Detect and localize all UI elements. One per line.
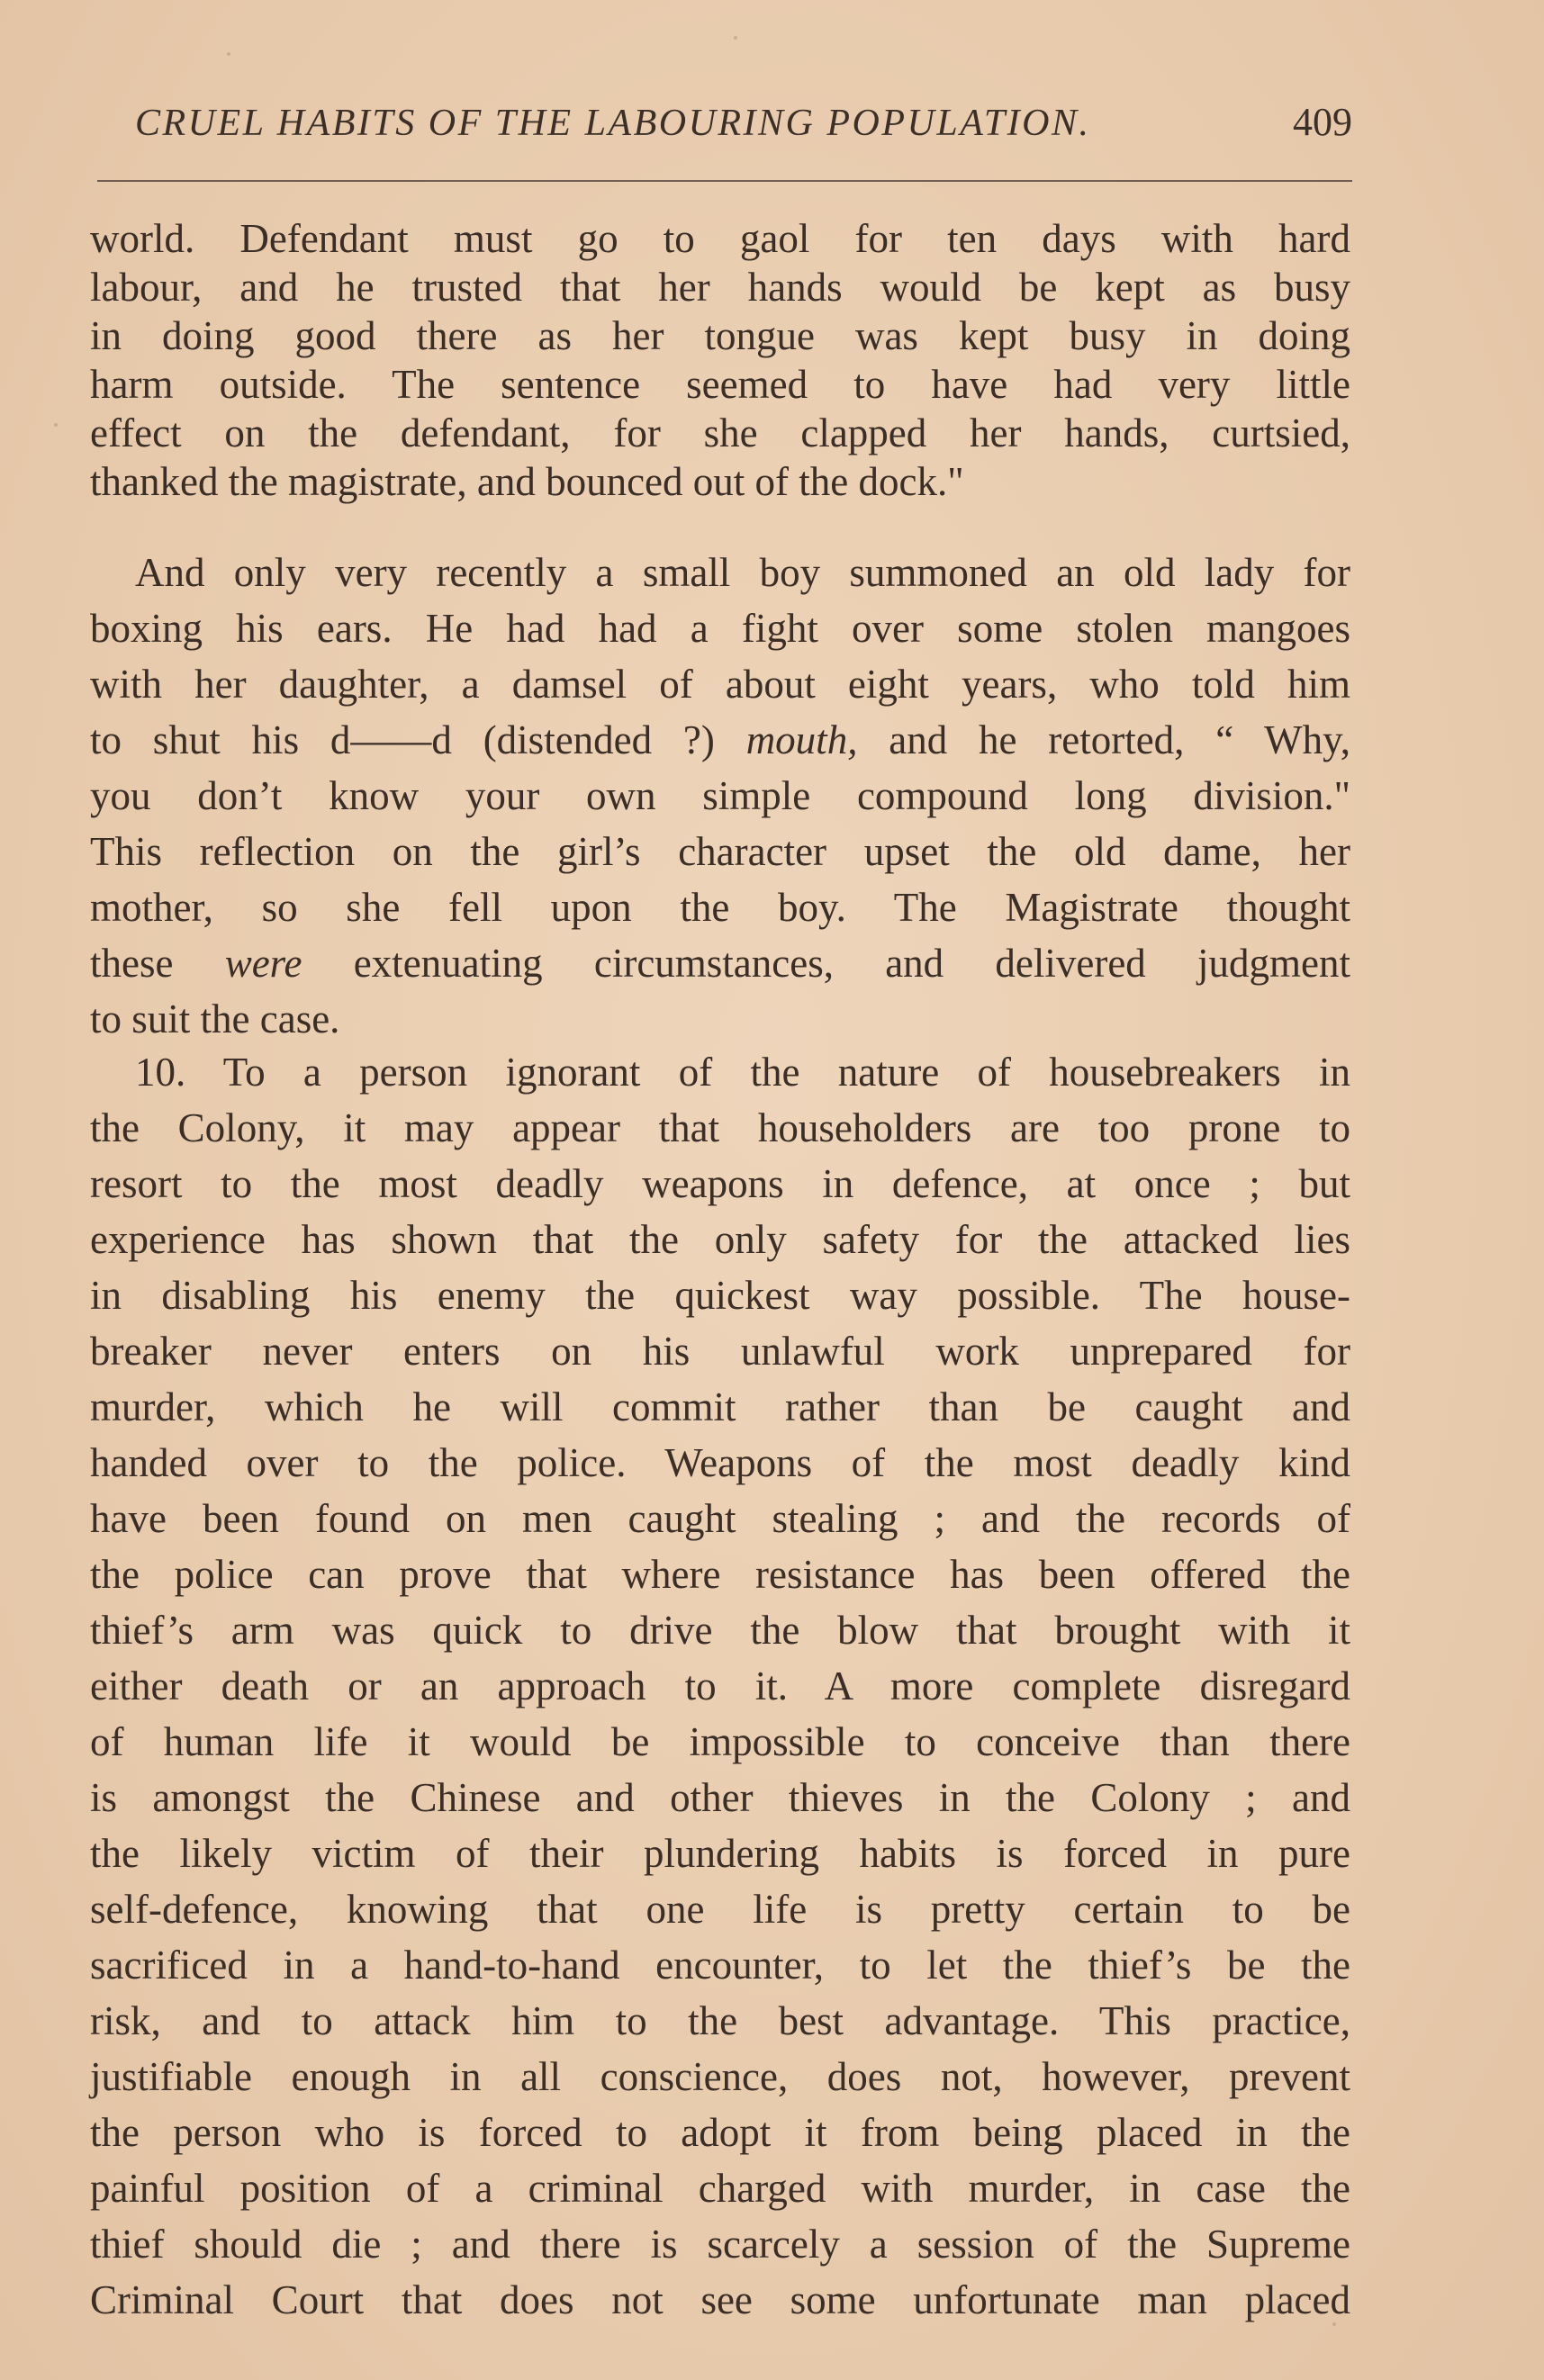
text-line: harm outside. The sentence seemed to have had very little <box>90 362 1350 407</box>
text-line: handed over to the police. Weapons of the most deadly kind <box>90 1440 1350 1485</box>
text-line: murder, which he will commit rather than be caught and <box>90 1384 1350 1429</box>
text-line: the police can prove that where resistance has been offered the <box>90 1552 1350 1597</box>
text-line: effect on the defendant, for she clapped her hands, curtsied, <box>90 410 1350 455</box>
running-header <box>135 99 1352 162</box>
page-number: 409 <box>1293 100 1352 144</box>
text-segment: extenuating circumstances, and delivered judgment <box>302 941 1350 986</box>
text-line: And only very recently a small boy summoned an old lady for <box>135 550 1350 595</box>
text-line: labour, and he trusted that her hands would be kept as busy <box>90 265 1350 310</box>
text-segment: and he retorted, “ Why, <box>857 717 1350 762</box>
text-line: is amongst the Chinese and other thieves in the Colony ; and <box>90 1775 1350 1820</box>
text-line: 10. To a person ignorant of the nature of housebreakers in <box>135 1050 1350 1095</box>
quote-paragraph <box>90 214 1350 506</box>
text-line: to suit the case. <box>90 996 340 1041</box>
text-line: thanked the magistrate, and bounced out of the dock." <box>90 459 964 504</box>
text-line: in disabling his enemy the quickest way possible. The house- <box>90 1273 1350 1318</box>
text-line: the Colony, it may appear that householders are too prone to <box>90 1105 1350 1150</box>
text-line: thief should die ; and there is scarcely a session of the Supreme <box>90 2222 1350 2267</box>
text-line: experience has shown that the only safety for the attacked lies <box>90 1217 1350 1262</box>
text-line: in doing good there as her tongue was kept busy in doing <box>90 313 1350 358</box>
text-segment: these <box>90 941 225 986</box>
text-line: either death or an approach to it. A more complete disregard <box>90 1663 1350 1708</box>
text-line: painful position of a criminal charged with murder, in case the <box>90 2166 1350 2211</box>
italic-word: mouth, <box>745 717 858 762</box>
anecdote-paragraph <box>90 545 1350 1047</box>
text-line: sacrificed in a hand-to-hand encounter, to let the thief’s be the <box>90 1943 1350 1988</box>
text-line: you don’t know your own simple compound long division." <box>90 773 1350 818</box>
text-line: breaker never enters on his unlawful work unprepared for <box>90 1329 1350 1374</box>
text-line: Criminal Court that does not see some unfortunate man placed <box>90 2277 1350 2322</box>
paper-speck <box>734 36 737 40</box>
text-line: resort to the most deadly weapons in defence, at once ; but <box>90 1161 1350 1206</box>
text-line: of human life it would be impossible to conceive than there <box>90 1719 1350 1764</box>
text-line: the person who is forced to adopt it from being placed in the <box>90 2110 1350 2155</box>
text-line: self-defence, knowing that one life is pretty certain to be <box>90 1887 1350 1932</box>
paper-speck <box>227 52 230 56</box>
text-line: justifiable enough in all conscience, does not, however, prevent <box>90 2054 1350 2099</box>
text-line: This reflection on the girl’s character upset the old dame, her <box>90 829 1350 874</box>
text-segment: to shut his d——d (distended ?) <box>90 717 746 762</box>
text-line: have been found on men caught stealing ; and the records of <box>90 1496 1350 1541</box>
text-line: thief’s arm was quick to drive the blow that brought with it <box>90 1608 1350 1653</box>
text-line-composite <box>90 935 1350 991</box>
text-line: with her daughter, a damsel of about eight years, who told him <box>90 662 1350 707</box>
text-line-composite <box>90 712 1350 768</box>
running-title: CRUEL HABITS OF THE LABOURING POPULATION. <box>135 103 1091 144</box>
text-line: mother, so she fell upon the boy. The Magistrate thought <box>90 885 1350 930</box>
paper-speck <box>54 423 58 427</box>
text-line: risk, and to attack him to the best advantage. This practice, <box>90 1998 1350 2043</box>
italic-word: were <box>224 941 302 986</box>
text-line: the likely victim of their plundering habits is forced in pure <box>90 1831 1350 1876</box>
section-10-paragraph <box>90 1044 1350 2328</box>
text-line: boxing his ears. He had had a fight over some stolen mangoes <box>90 606 1350 651</box>
text-line: world. Defendant must go to gaol for ten days with hard <box>90 216 1350 261</box>
header-rule <box>97 180 1352 182</box>
